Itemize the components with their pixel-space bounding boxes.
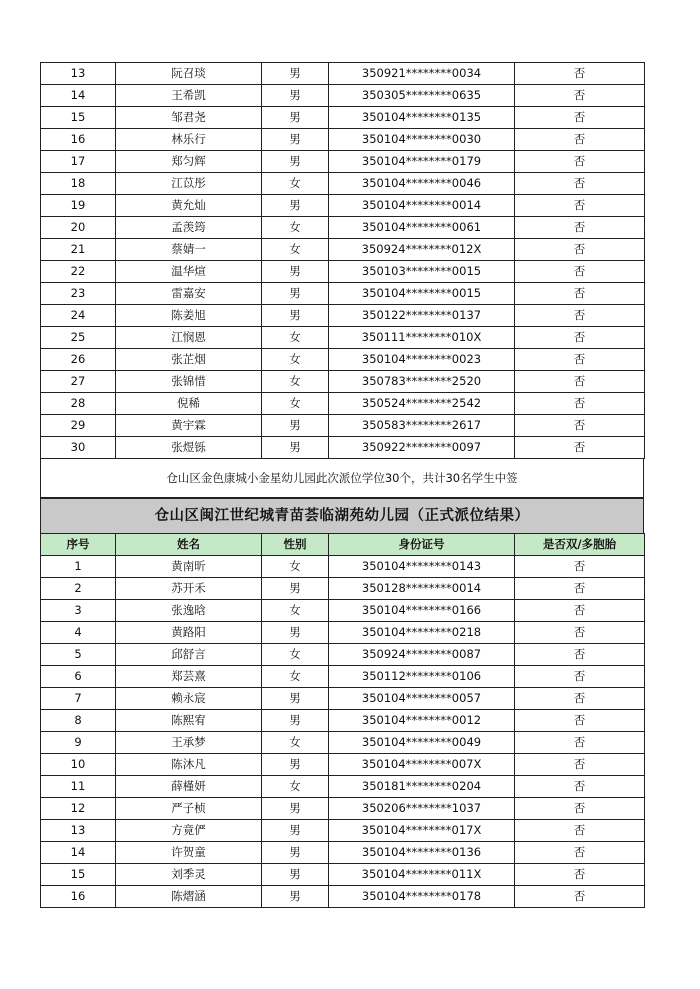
cell-id: 350104********0015	[329, 283, 515, 305]
cell-name: 许贺童	[116, 842, 262, 864]
cell-name: 邱舒言	[116, 644, 262, 666]
table-row	[41, 886, 645, 908]
cell-id: 350104********011X	[329, 864, 515, 886]
cell-gender: 女	[262, 776, 329, 798]
table-row	[41, 195, 645, 217]
table-row	[41, 283, 645, 305]
cell-name: 薛槿妍	[116, 776, 262, 798]
cell-twin: 否	[515, 578, 645, 600]
cell-name: 林乐行	[116, 129, 262, 151]
cell-id: 350104********0166	[329, 600, 515, 622]
cell-twin: 否	[515, 600, 645, 622]
cell-name: 陈熙宥	[116, 710, 262, 732]
table-row	[41, 371, 645, 393]
cell-id: 350104********007X	[329, 754, 515, 776]
cell-twin: 否	[515, 820, 645, 842]
cell-no: 26	[41, 349, 116, 371]
cell-name: 方竟俨	[116, 820, 262, 842]
cell-id: 350783********2520	[329, 371, 515, 393]
cell-gender: 女	[262, 732, 329, 754]
cell-no: 13	[41, 63, 116, 85]
cell-no: 14	[41, 842, 116, 864]
table-row	[41, 578, 645, 600]
table-row	[41, 173, 645, 195]
cell-no: 30	[41, 437, 116, 459]
cell-gender: 男	[262, 578, 329, 600]
cell-no: 19	[41, 195, 116, 217]
results-table-top	[40, 62, 645, 459]
cell-twin: 否	[515, 129, 645, 151]
header-id: 身份证号	[329, 534, 515, 556]
cell-gender: 男	[262, 107, 329, 129]
table-row	[41, 556, 645, 578]
cell-twin: 否	[515, 349, 645, 371]
cell-no: 2	[41, 578, 116, 600]
cell-gender: 男	[262, 261, 329, 283]
cell-no: 24	[41, 305, 116, 327]
cell-gender: 男	[262, 622, 329, 644]
table-row	[41, 820, 645, 842]
cell-twin: 否	[515, 556, 645, 578]
cell-twin: 否	[515, 732, 645, 754]
cell-name: 倪稀	[116, 393, 262, 415]
cell-no: 20	[41, 217, 116, 239]
cell-name: 王希凯	[116, 85, 262, 107]
cell-name: 黄宇霖	[116, 415, 262, 437]
cell-no: 27	[41, 371, 116, 393]
cell-id: 350128********0014	[329, 578, 515, 600]
cell-id: 350583********2617	[329, 415, 515, 437]
cell-twin: 否	[515, 644, 645, 666]
cell-gender: 男	[262, 63, 329, 85]
cell-name: 郑匀辉	[116, 151, 262, 173]
cell-name: 王承梦	[116, 732, 262, 754]
cell-twin: 否	[515, 371, 645, 393]
cell-gender: 男	[262, 151, 329, 173]
table-row	[41, 217, 645, 239]
table-row	[41, 349, 645, 371]
table-row	[41, 842, 645, 864]
cell-no: 15	[41, 107, 116, 129]
cell-id: 350524********2542	[329, 393, 515, 415]
header-name: 姓名	[116, 534, 262, 556]
cell-id: 350104********0178	[329, 886, 515, 908]
cell-gender: 女	[262, 666, 329, 688]
cell-gender: 女	[262, 371, 329, 393]
cell-no: 16	[41, 886, 116, 908]
cell-gender: 女	[262, 556, 329, 578]
cell-twin: 否	[515, 195, 645, 217]
cell-no: 22	[41, 261, 116, 283]
cell-name: 孟羡筠	[116, 217, 262, 239]
cell-id: 350104********0179	[329, 151, 515, 173]
cell-id: 350103********0015	[329, 261, 515, 283]
cell-id: 350104********0023	[329, 349, 515, 371]
cell-no: 13	[41, 820, 116, 842]
table-row	[41, 305, 645, 327]
cell-id: 350922********0097	[329, 437, 515, 459]
cell-name: 张锦惜	[116, 371, 262, 393]
cell-id: 350104********0218	[329, 622, 515, 644]
cell-gender: 男	[262, 85, 329, 107]
table-row	[41, 644, 645, 666]
cell-no: 18	[41, 173, 116, 195]
cell-gender: 女	[262, 217, 329, 239]
cell-no: 6	[41, 666, 116, 688]
cell-name: 张逸晗	[116, 600, 262, 622]
table-row	[41, 393, 645, 415]
cell-id: 350104********0136	[329, 842, 515, 864]
cell-twin: 否	[515, 415, 645, 437]
cell-name: 蔡婧一	[116, 239, 262, 261]
cell-no: 9	[41, 732, 116, 754]
results-table-bottom	[40, 533, 645, 908]
cell-no: 10	[41, 754, 116, 776]
cell-no: 23	[41, 283, 116, 305]
cell-gender: 女	[262, 327, 329, 349]
cell-twin: 否	[515, 173, 645, 195]
cell-gender: 女	[262, 239, 329, 261]
table-row	[41, 864, 645, 886]
table-row	[41, 327, 645, 349]
cell-gender: 男	[262, 798, 329, 820]
cell-no: 28	[41, 393, 116, 415]
results-table-top-body	[41, 63, 645, 459]
cell-gender: 女	[262, 349, 329, 371]
table-row	[41, 85, 645, 107]
cell-no: 16	[41, 129, 116, 151]
cell-gender: 男	[262, 437, 329, 459]
cell-gender: 男	[262, 754, 329, 776]
cell-id: 350112********0106	[329, 666, 515, 688]
table-header	[41, 534, 645, 556]
cell-twin: 否	[515, 688, 645, 710]
cell-name: 严子桢	[116, 798, 262, 820]
cell-twin: 否	[515, 710, 645, 732]
cell-name: 陈沐凡	[116, 754, 262, 776]
cell-name: 张煜铄	[116, 437, 262, 459]
cell-gender: 女	[262, 393, 329, 415]
cell-id: 350104********017X	[329, 820, 515, 842]
header-twin: 是否双/多胞胎	[515, 534, 645, 556]
cell-gender: 男	[262, 864, 329, 886]
cell-twin: 否	[515, 776, 645, 798]
table-row	[41, 415, 645, 437]
cell-id: 350924********012X	[329, 239, 515, 261]
cell-twin: 否	[515, 327, 645, 349]
cell-id: 350111********010X	[329, 327, 515, 349]
cell-gender: 男	[262, 415, 329, 437]
cell-twin: 否	[515, 886, 645, 908]
table-row	[41, 151, 645, 173]
cell-twin: 否	[515, 437, 645, 459]
cell-no: 14	[41, 85, 116, 107]
table-row	[41, 754, 645, 776]
cell-id: 350181********0204	[329, 776, 515, 798]
cell-id: 350206********1037	[329, 798, 515, 820]
cell-name: 黄南昕	[116, 556, 262, 578]
cell-id: 350104********0014	[329, 195, 515, 217]
cell-twin: 否	[515, 63, 645, 85]
cell-id: 350104********0143	[329, 556, 515, 578]
cell-gender: 男	[262, 688, 329, 710]
cell-name: 赖永宸	[116, 688, 262, 710]
table-row	[41, 710, 645, 732]
cell-name: 陈姜旭	[116, 305, 262, 327]
cell-name: 张芷烟	[116, 349, 262, 371]
cell-id: 350104********0030	[329, 129, 515, 151]
cell-gender: 男	[262, 710, 329, 732]
cell-gender: 男	[262, 283, 329, 305]
header-no: 序号	[41, 534, 116, 556]
cell-id: 350104********0046	[329, 173, 515, 195]
cell-gender: 女	[262, 173, 329, 195]
cell-no: 11	[41, 776, 116, 798]
cell-id: 350104********0057	[329, 688, 515, 710]
cell-no: 8	[41, 710, 116, 732]
table-row	[41, 798, 645, 820]
table-row	[41, 107, 645, 129]
cell-no: 29	[41, 415, 116, 437]
cell-id: 350104********0049	[329, 732, 515, 754]
cell-name: 阮召琰	[116, 63, 262, 85]
cell-name: 陈熠涵	[116, 886, 262, 908]
table-row	[41, 600, 645, 622]
cell-gender: 男	[262, 842, 329, 864]
cell-name: 刘季灵	[116, 864, 262, 886]
cell-gender: 男	[262, 129, 329, 151]
cell-twin: 否	[515, 305, 645, 327]
table-row	[41, 437, 645, 459]
header-row	[41, 534, 645, 556]
cell-no: 12	[41, 798, 116, 820]
cell-name: 黄允灿	[116, 195, 262, 217]
cell-name: 苏开禾	[116, 578, 262, 600]
cell-gender: 男	[262, 305, 329, 327]
cell-twin: 否	[515, 393, 645, 415]
cell-gender: 男	[262, 820, 329, 842]
cell-name: 黄路阳	[116, 622, 262, 644]
cell-twin: 否	[515, 239, 645, 261]
table-row	[41, 688, 645, 710]
cell-twin: 否	[515, 798, 645, 820]
cell-twin: 否	[515, 666, 645, 688]
cell-twin: 否	[515, 283, 645, 305]
cell-id: 350305********0635	[329, 85, 515, 107]
cell-no: 25	[41, 327, 116, 349]
cell-no: 1	[41, 556, 116, 578]
cell-gender: 女	[262, 644, 329, 666]
cell-twin: 否	[515, 151, 645, 173]
table-row	[41, 732, 645, 754]
section-title: 仓山区闽江世纪城青苗荟临湖苑幼儿园（正式派位结果）	[40, 498, 644, 535]
cell-name: 邹君尧	[116, 107, 262, 129]
cell-id: 350921********0034	[329, 63, 515, 85]
header-gender: 性别	[262, 534, 329, 556]
cell-twin: 否	[515, 261, 645, 283]
cell-twin: 否	[515, 217, 645, 239]
cell-id: 350104********0061	[329, 217, 515, 239]
table-row	[41, 622, 645, 644]
cell-name: 江悯恩	[116, 327, 262, 349]
cell-no: 17	[41, 151, 116, 173]
table-row	[41, 261, 645, 283]
cell-no: 4	[41, 622, 116, 644]
summary-text: 仓山区金色康城小金星幼儿园此次派位学位30个，共计30名学生中签	[40, 459, 644, 498]
cell-twin: 否	[515, 622, 645, 644]
cell-no: 3	[41, 600, 116, 622]
cell-id: 350104********0012	[329, 710, 515, 732]
cell-id: 350122********0137	[329, 305, 515, 327]
cell-gender: 男	[262, 195, 329, 217]
table-row	[41, 666, 645, 688]
cell-twin: 否	[515, 85, 645, 107]
table-row	[41, 239, 645, 261]
cell-no: 5	[41, 644, 116, 666]
cell-id: 350924********0087	[329, 644, 515, 666]
results-table-bottom-body	[41, 556, 645, 908]
cell-twin: 否	[515, 864, 645, 886]
cell-gender: 男	[262, 886, 329, 908]
table-row	[41, 776, 645, 798]
cell-name: 雷嘉安	[116, 283, 262, 305]
cell-no: 15	[41, 864, 116, 886]
table-row	[41, 63, 645, 85]
cell-gender: 女	[262, 600, 329, 622]
cell-name: 江苡彤	[116, 173, 262, 195]
table-row	[41, 129, 645, 151]
cell-id: 350104********0135	[329, 107, 515, 129]
cell-no: 21	[41, 239, 116, 261]
cell-name: 郑芸熹	[116, 666, 262, 688]
cell-twin: 否	[515, 754, 645, 776]
cell-name: 温华煊	[116, 261, 262, 283]
cell-no: 7	[41, 688, 116, 710]
cell-twin: 否	[515, 842, 645, 864]
cell-twin: 否	[515, 107, 645, 129]
